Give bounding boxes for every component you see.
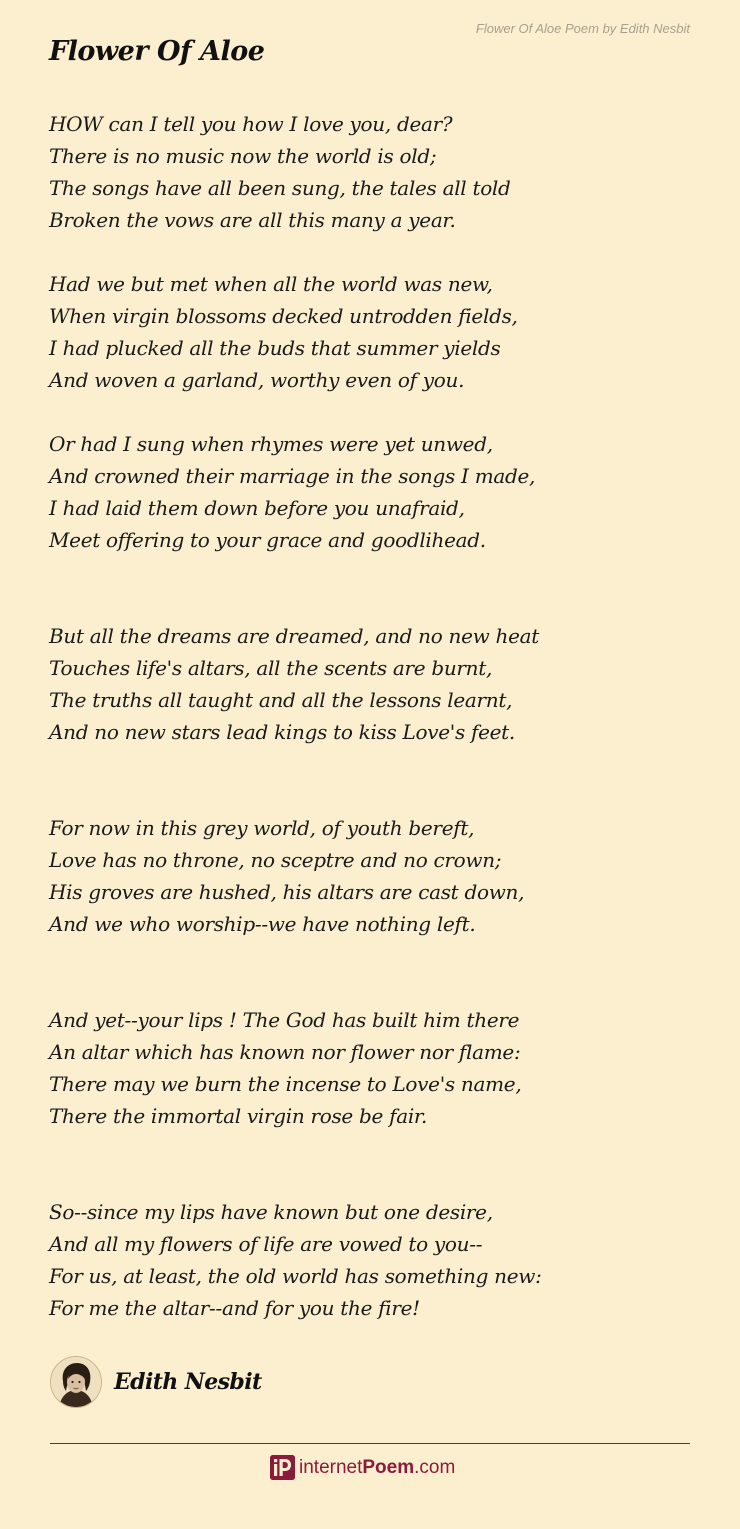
poem-line: Or had I sung when rhymes were yet unwed, [49,432,493,456]
stanza-gap [49,1132,699,1196]
poem-line: And yet--your lips ! The God has built him there [49,1008,520,1032]
poem-line: There may we burn the incense to Love's name, [49,1072,522,1096]
site-name-suffix: .com [414,1456,456,1478]
stanza-2 [49,268,699,396]
poem-line: So--since my lips have known but one desire, [49,1200,493,1224]
poem-line: And crowned their marriage in the songs I made, [49,464,536,488]
stanza-6 [49,1004,699,1132]
internetpoem-logo-icon [270,1455,295,1480]
poem-line: For me the altar--and for you the fire! [49,1296,420,1320]
stanza-gap [49,396,699,428]
author-name[interactable]: Edith Nesbit [114,1369,262,1395]
poem-line: And we who worship--we have nothing left. [49,912,476,936]
poem-line: An altar which has known nor flower nor flame: [49,1040,521,1064]
stanza-1 [49,108,699,236]
poem-line: I had laid them down before you unafraid, [49,496,465,520]
poem-line: There the immortal virgin rose be fair. [49,1104,428,1128]
poem-line: For now in this grey world, of youth bereft, [49,816,475,840]
author-portrait-icon[interactable] [50,1356,102,1408]
stanza-gap [49,748,699,812]
site-logo-link[interactable] [270,1455,455,1480]
poem-line: Broken the vows are all this many a year. [49,208,456,232]
poem-line: And woven a garland, worthy even of you. [49,368,465,392]
stanza-3 [49,428,699,556]
poem-line: And no new stars lead kings to kiss Love's feet. [49,720,515,744]
poem-line: Touches life's altars, all the scents are burnt, [49,656,493,680]
poem-line: Meet offering to your grace and goodlihead. [49,528,486,552]
poem-line: And all my flowers of life are vowed to you-- [49,1232,483,1256]
site-name [299,1457,455,1479]
poem-line: There is no music now the world is old; [49,144,437,168]
poem-line: HOW can I tell you how I love you, dear? [49,112,453,136]
poem-line: His groves are hushed, his altars are cast down, [49,880,525,904]
poem-line: I had plucked all the buds that summer yields [49,336,501,360]
author-block[interactable] [50,1356,262,1408]
poem-body [49,108,699,1324]
stanza-5 [49,812,699,940]
site-name-prefix: internet [299,1456,363,1478]
stanza-7 [49,1196,699,1324]
poem-line: The truths all taught and all the lessons learnt, [49,688,513,712]
footer-divider [50,1443,690,1444]
site-name-bold: Poem [362,1456,415,1478]
stanza-gap [49,940,699,1004]
poem-line: But all the dreams are dreamed, and no new heat [49,624,540,648]
stanza-4 [49,620,699,748]
poem-line: Had we but met when all the world was new, [49,272,493,296]
poem-line: The songs have all been sung, the tales all told [49,176,511,200]
stanza-gap [49,236,699,268]
stanza-gap [49,556,699,620]
poem-title: Flower Of Aloe [49,36,265,67]
header-credit: Flower Of Aloe Poem by Edith Nesbit [475,21,690,36]
poem-line: When virgin blossoms decked untrodden fields, [49,304,518,328]
poem-line: For us, at least, the old world has something new: [49,1264,542,1288]
poem-line: Love has no throne, no sceptre and no crown; [49,848,502,872]
